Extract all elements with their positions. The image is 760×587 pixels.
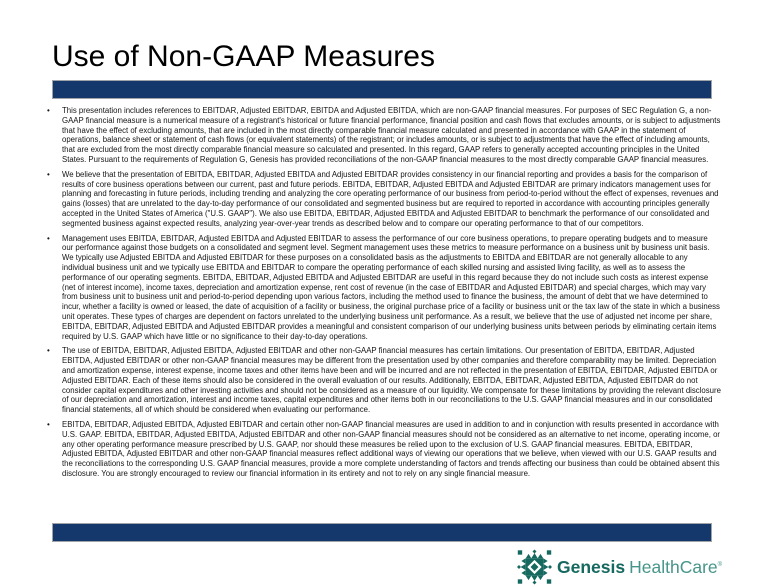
logo-text-genesis: Genesis xyxy=(557,556,626,577)
footer-accent-bar xyxy=(52,523,712,542)
bullet-text: The use of EBITDA, EBITDAR, Adjusted EBITDA, Adjusted EBITDAR and other non-GAAP financial measures has certain limitations. Our presentation of EBITDA, EBITDAR, Adjusted EBITDA, Adjusted EBITDAR or other non-GAAP financial measures may be different from the presentation used by other companies and therefore comparability may be limited. Depreciation and amortization expense, interest expense, income taxes and other items have been and will be incurred and are not reflected in the presentation of EBITDA, EBITDAR, Adjusted EBITDA or Adjusted EBITDAR. Each of these items should also be considered in the overall evaluation of our results. Additionally, EBITDA, EBITDAR, Adjusted EBITDA, Adjusted EBITDAR do not consider capital expenditures and other investing activities and should not be considered as a measure of our liquidity. We compensate for these limitations by providing the relevant disclosure of our depreciation and amortization, interest and income taxes, capital expenditures and other items both in our reconciliations to the U.S. GAAP financial measures and in our consolidated financial statements, all of which should be considered when evaluating our performance. xyxy=(62,346,721,415)
bullet-text: This presentation includes references to EBITDAR, Adjusted EBITDAR, EBITDA and Adjusted EBITDA, which are non-GAAP financial measures. For purposes of SEC Regulation G, a non-GAAP financial measure is a numerical measure of a registrant's historical or future financial performance, financial position and cash flows that excludes amounts, or is subject to adjustments that have the effect of excluding amounts, that are included in the most directly comparable financial measure calculated and presented in accordance with GAAP in the statement of operations, balance sheet or statement of cash flows (or equivalent statements) of the registrant; or includes amounts, or is subject to adjustments that have the effect of including amounts, that are excluded from the most directly comparable financial measure so calculated and presented. In this regard, GAAP refers to generally accepted accounting principles in the United States. Pursuant to the requirements of Regulation G, Genesis has provided reconciliations of the non-GAAP financial measures to the most directly comparable GAAP financial measures. xyxy=(62,106,721,164)
bullet-marker: • xyxy=(47,106,50,115)
logo-wordmark xyxy=(557,557,722,578)
title-accent-bar xyxy=(52,80,712,99)
bullet-marker: • xyxy=(47,419,50,429)
bullet-text: EBITDA, EBITDAR, Adjusted EBITDA, Adjusted EBITDAR and certain other non-GAAP financial measures are used in addition to and in conjunction with results presented in accordance with U.S. GAAP. EBITDA, EBITDAR, Adjusted EBITDA, Adjusted EBITDAR and other non-GAAP financial measures should not be considered as an alternative to net income, operating income, or any other operating performance measure prescribed by U.S. GAAP, nor should these measures be relied upon to the exclusion of U.S. GAAP financial measures. EBITDA, EBITDAR, Adjusted EBITDA, Adjusted EBITDAR and other non-GAAP financial measures reflect additional ways of viewing our operations that we believe, when viewed with our U.S. GAAP results and the reconciliations to the corresponding U.S. GAAP financial measures, provide a more complete understanding of factors and trends affecting our business than could be obtained absent this disclosure. You are strongly encouraged to review our financial information in its entirety and not to rely on any single financial measure. xyxy=(62,419,721,478)
bullet-text: Management uses EBITDA, EBITDAR, Adjusted EBITDA and Adjusted EBITDAR to assess the performance of our core business operations, to prepare operating budgets and to measure our performance against those budgets on a consolidated and segment level. Segment management uses these metrics to measure performance on a business unit by business unit basis. We typically use Adjusted EBITDA and Adjusted EBITDAR for these purposes on a consolidated basis as the adjustments to EBITDA and EBITDAR are not generally allocable to any individual business unit and we typically use EBITDA and EBITDAR to compare the operating performance of each skilled nursing and assisted living facility, as well as to assess the performance of our operating segments. EBITDA, EBITDAR, Adjusted EBITDA and Adjusted EBITDAR are useful in this regard because they do not include such costs as interest expense (net of interest income), income taxes, depreciation and amortization expense, rent cost of revenue (in the case of EBITDAR and Adjusted EBITDAR) and special charges, which may vary from business unit to business unit and period-to-period depending upon various factors, including the method used to finance the business, the amount of debt that we have determined to incur, whether a facility is owned or leased, the date of acquisition of a facility or business, the original purchase price of a facility or business unit or the tax law of the state in which a business unit operates. These types of charges are dependent on factors unrelated to the underlying business unit performance. As a result, we believe that the use of adjusted net income per share, EBITDA, EBITDAR, Adjusted EBITDA and Adjusted EBITDAR provides a meaningful and consistent comparison of our underlying business units between periods by eliminating certain items required by U.S. GAAP which have little or no significance to their day-to-day operations. xyxy=(62,233,720,341)
logo-text-healthcare: HealthCare xyxy=(629,556,718,577)
bullet-text: We believe that the presentation of EBITDA, EBITDAR, Adjusted EBITDA and Adjusted EBITDAR provides consistency in our financial reporting and provides a basis for the comparison of results of core business operations between our current, past and future periods. EBITDA, EBITDAR, Adjusted EBITDA and Adjusted EBITDAR are primary indicators management uses for planning and forecasting in future periods, including trending and analyzing the core operating performance of our business from period-to-period without the effect of expenses, revenues and gains (losses) that are unrelated to the day-to-day performance of our consolidated and segmented business but are required to reported in accordance with accounting principles generally accepted in the United States of America ("U.S. GAAP"). We also use EBITDA, EBITDAR, Adjusted EBITDA and Adjusted EBITDAR to benchmark the performance of our consolidated and segmented business against expected results, analyzing year-over-year trends as described below and to compare our operating performance to that of our competitors. xyxy=(62,169,719,228)
genesis-quilt-star-icon xyxy=(517,549,552,585)
bullet-list xyxy=(45,106,721,484)
bullet-item xyxy=(45,234,721,342)
bullet-item xyxy=(45,106,721,165)
bullet-marker: • xyxy=(47,169,50,179)
registered-trademark-symbol: ® xyxy=(717,561,723,568)
bullet-marker: • xyxy=(47,233,50,243)
page-title: Use of Non-GAAP Measures xyxy=(52,40,435,73)
bullet-item xyxy=(45,346,721,415)
bullet-item xyxy=(45,170,721,229)
bullet-item xyxy=(45,420,721,479)
genesis-healthcare-logo xyxy=(517,548,722,586)
bullet-marker: • xyxy=(47,346,50,356)
